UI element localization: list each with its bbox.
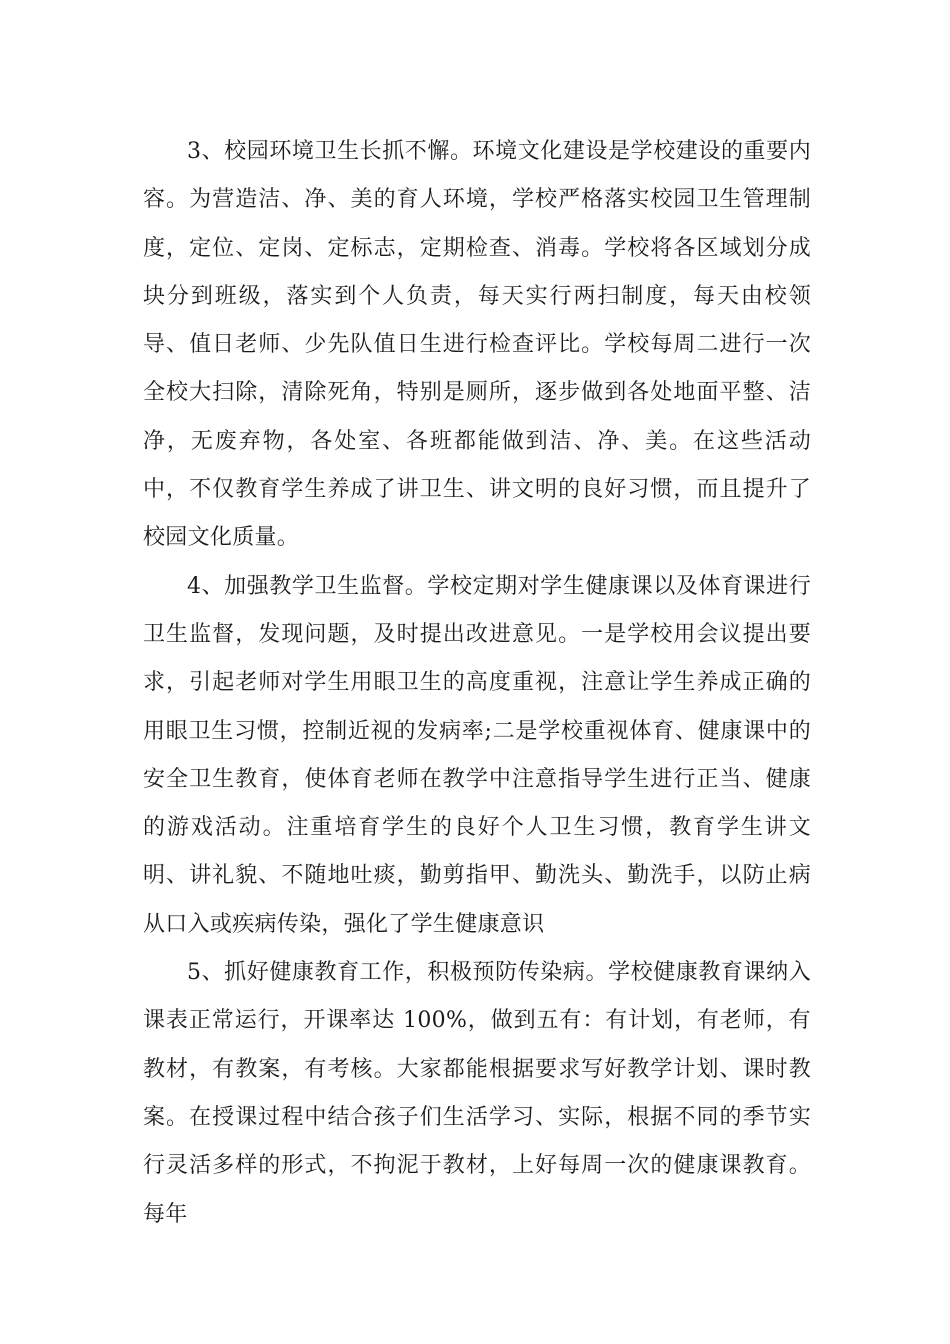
document-body: [143, 128, 811, 1239]
paragraph-item-4: 4、加强教学卫生监督。学校定期对学生健康课以及体育课进行卫生监督，发现问题，及时提出改进意见。一是学校用会议提出要求，引起老师对学生用眼卫生的高度重视，注意让学生养成正确的用眼卫生习惯，控制近视的发病率;二是学校重视体育、健康课中的安全卫生教育，使体育老师在教学中注意指导学生进行正当、健康的游戏活动。注重培育学生的良好个人卫生习惯，教育学生讲文明、讲礼貌、不随地吐痰，勤剪指甲、勤洗头、勤洗手，以防止病从口入或疾病传染，强化了学生健康意识: [143, 573, 811, 937]
paragraph-item-5: 5、抓好健康教育工作，积极预防传染病。学校健康教育课纳入课表正常运行，开课率达 100%，做到五有：有计划，有老师，有教材，有教案，有考核。大家都能根据要求写好教学计划、课时教案。在授课过程中结合孩子们生活学习、实际，根据不同的季节实行灵活多样的形式，不拘泥于教材，上好每周一次的健康课教育。每年: [143, 960, 811, 1227]
paragraph-item-3: 3、校园环境卫生长抓不懈。环境文化建设是学校建设的重要内容。为营造洁、净、美的育人环境，学校严格落实校园卫生管理制度，定位、定岗、定标志，定期检查、消毒。学校将各区域划分成块分到班级，落实到个人负责，每天实行两扫制度，每天由校领导、值日老师、少先队值日生进行检查评比。学校每周二进行一次全校大扫除，清除死角，特别是厕所，逐步做到各处地面平整、洁净，无废弃物，各处室、各班都能做到洁、净、美。在这些活动中，不仅教育学生养成了讲卫生、讲文明的良好习惯，而且提升了校园文化质量。: [143, 139, 811, 551]
